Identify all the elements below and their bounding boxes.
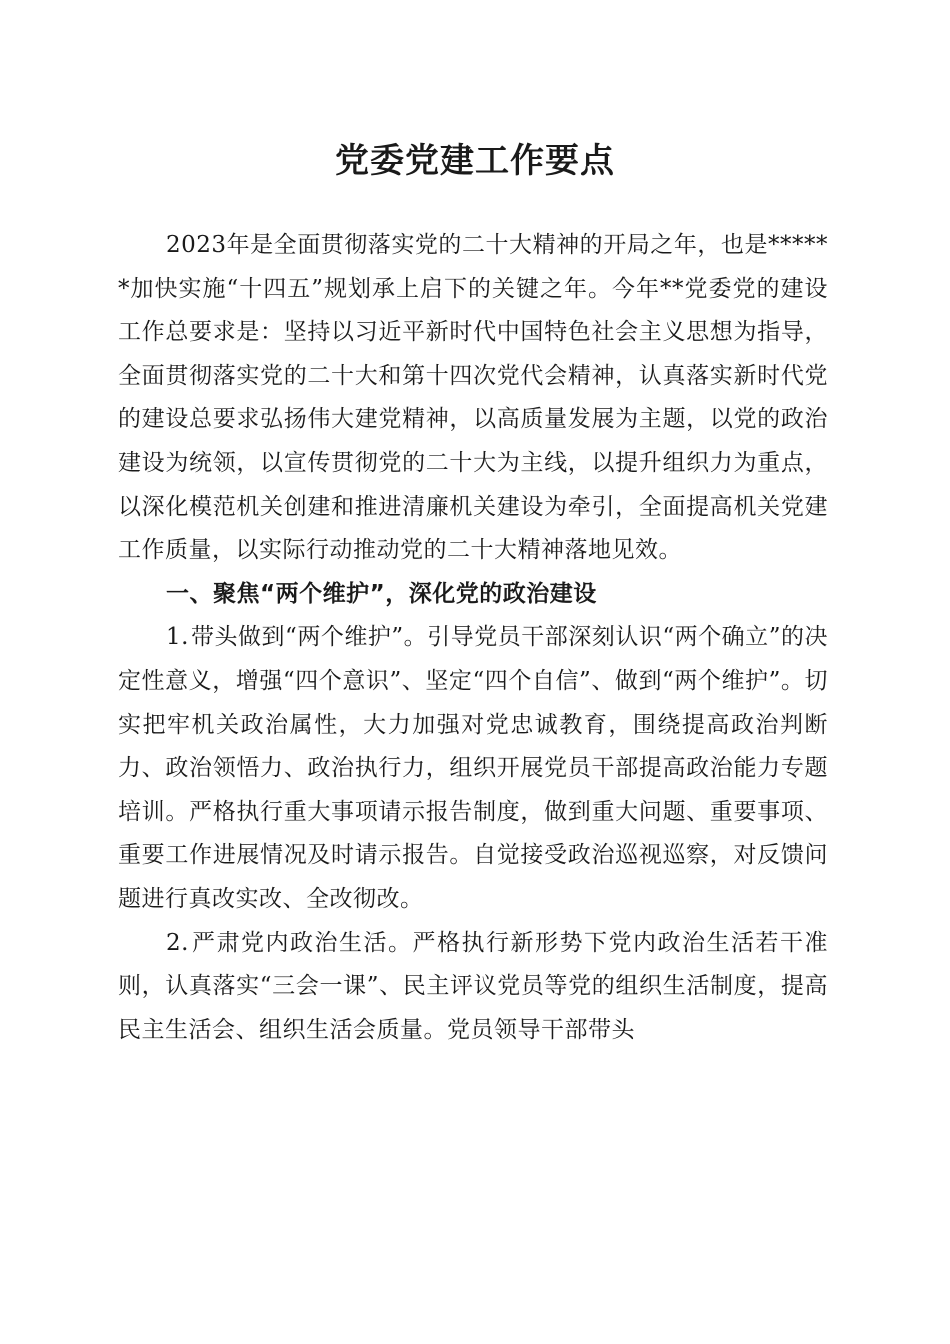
item-1-text: 带头做到“两个维护”。引导党员干部深刻认识“两个确立”的决定性意义，增强“四个意识”、坚定“四个自信”、做到“两个维护”。切实把牢机关政治属性，大力加强对党忠诚教育，围绕提高政治判断力、政治领悟力、政治执行力，组织开展党员干部提高政治能力专题培训。严格执行重大事项请示报告制度，做到重大问题、重要事项、重要工作进展情况及时请示报告。自觉接受政治巡视巡察，对反馈问题进行真改实改、全改彻改。	[118, 624, 828, 912]
intro-paragraph: 2023年是全面贯彻落实党的二十大精神的开局之年，也是******加快实施“十四五”规划承上启下的关键之年。今年**党委党的建设工作总要求是：坚持以习近平新时代中国特色社会主义思想为指导，全面贯彻落实党的二十大和第十四次党代会精神，认真落实新时代党的建设总要求弘扬伟大建党精神，以高质量发展为主题，以党的政治建设为统领，以宣传贯彻党的二十大为主线，以提升组织力为重点，以深化模范机关创建和推进清廉机关建设为牵引，全面提高机关党建工作质量，以实际行动推动党的二十大精神落地见效。	[118, 232, 828, 564]
item-1-paragraph	[118, 616, 828, 921]
item-2-text: 严肃党内政治生活。严格执行新形势下党内政治生活若干准则，认真落实“三会一课”、民主评议党员等党的组织生活制度，提高民主生活会、组织生活会质量。党员领导干部带头	[118, 929, 828, 1043]
item-2-number: 2.	[166, 929, 189, 956]
item-1-number: 1.	[166, 624, 189, 651]
item-2-paragraph	[118, 922, 828, 1053]
document-body	[118, 224, 828, 1052]
document-title: 党委党建工作要点	[335, 141, 615, 181]
section-1-heading: 一、聚焦“两个维护”，深化党的政治建设	[166, 580, 597, 607]
